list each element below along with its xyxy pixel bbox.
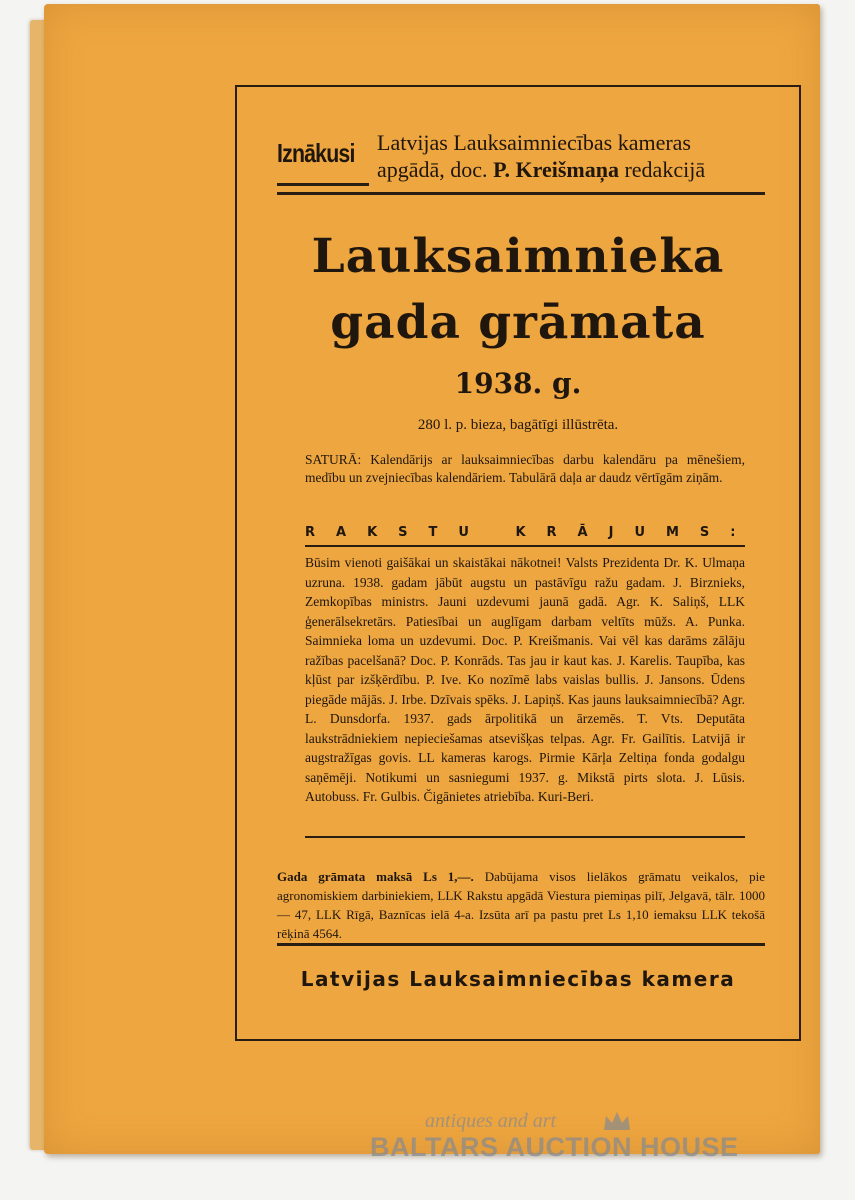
- header-line-1: Latvijas Lauksaimniecības kameras: [377, 130, 691, 155]
- rakstu-rule: [305, 545, 745, 547]
- header-rule: [277, 192, 765, 195]
- watermark-tagline: antiques and art: [425, 1110, 557, 1132]
- iznakusi-badge: Iznākusi: [277, 138, 355, 168]
- crown-icon: [602, 1110, 632, 1132]
- header-block: [277, 125, 765, 195]
- price-lead: Gada grāmata maksā Ls 1,—.: [277, 869, 474, 884]
- header-text: [377, 129, 705, 183]
- pages-note: 280 l. p. bieza, bagātīgi illūstrēta.: [417, 417, 619, 433]
- contents-rule: [305, 836, 745, 838]
- watermark-brand: BALTARS AUCTION HOUSE: [370, 1132, 739, 1162]
- header-line-2-pre: apgādā, doc.: [377, 157, 488, 182]
- price-text: Dabūjama visos lielākos grāmatu veikalos, pie agronomiskiem darbiniekiem, LLK Rakstu apgādā Viestura piemiņas pilī, Jelgavā, tālr. 1000 — 47, LLK Rīgā, Baznīcas ielā 4-a. Izsūta arī pa pastu pret Ls 1,10 iemaksu LLK tekošā rēķinā 4564.: [277, 869, 766, 941]
- publisher-name: Latvijas Lauksaimniecības kamera: [300, 967, 736, 991]
- title-line-1: Lauksaimnieka: [311, 229, 725, 284]
- watermark: [370, 1110, 780, 1170]
- header-line-2-post: redakcijā: [624, 157, 706, 182]
- badge-underline: [277, 183, 369, 186]
- rakstu-heading: RAKSTU KRĀJUMS:: [305, 525, 757, 540]
- advert-frame: [235, 85, 801, 1041]
- editor-name: P. Kreišmaņa: [493, 157, 619, 182]
- price-paragraph: [277, 867, 765, 943]
- book-cover: [44, 4, 820, 1154]
- year-label: 1938. g.: [454, 367, 582, 400]
- satura-paragraph: SATURĀ: Kalendārijs ar lauksaimniecības darbu kalendāru pa mēnešiem, medību un zvejniecības kalendāriem. Tabulārā daļa ar daudz vērtīgām ziņām.: [305, 452, 745, 485]
- contents-paragraph: Būsim vienoti gaišākai un skaistākai nākotnei! Valsts Prezidenta Dr. K. Ulmaņa uzruna. 1938. gadam jābūt augstu un pastāvīgu ražu gadam. J. Birznieks, Zemkopības ministrs. Jauni uzdevumi jaunā gadā. Agr. K. Saliņš, LLK ģenerālsekretārs. Patiesībai un auglīgam darbam veltīts mūžs. A. Punka. Saimnieka loma un uzdevumi. Doc. P. Kreišmanis. Vai vēl kas darāms zālāju ražības pacelšanā? Doc. P. Konrāds. Tas jau ir kaut kas. J. Karelis. Taupība, kas kļūst par izšķērdību. P. Ive. Ko nozīmē labs vaislas bullis. J. Jansons. Ūdens piegāde mājās. J. Irbe. Dzīvais spēks. J. Lapiņš. Kas jauns lauksaimniecībā? Agr. L. Dunsdorfa. 1937. gads ārpolitikā un ārzemēs. T. Vts. Deputāta laukstrādniekiem nepieciešamas atsevišķas telpas. Agr. Fr. Gailītis. Latvijā ir augstražīgas govis. LL kameras karogs. Pirmie Kārļa Zeltiņa fonda godalgu saņēmēji. Notikumi un sasniegumi 1937. g. Mikstā pirts slota. J. Lūsis. Autobuss. Fr. Gulbis. Čigānietes atriebība. Kuri-Beri.: [305, 555, 745, 804]
- header-line-2: [377, 156, 705, 183]
- title-line-2: gada grāmata: [330, 295, 706, 350]
- price-rule: [277, 943, 765, 946]
